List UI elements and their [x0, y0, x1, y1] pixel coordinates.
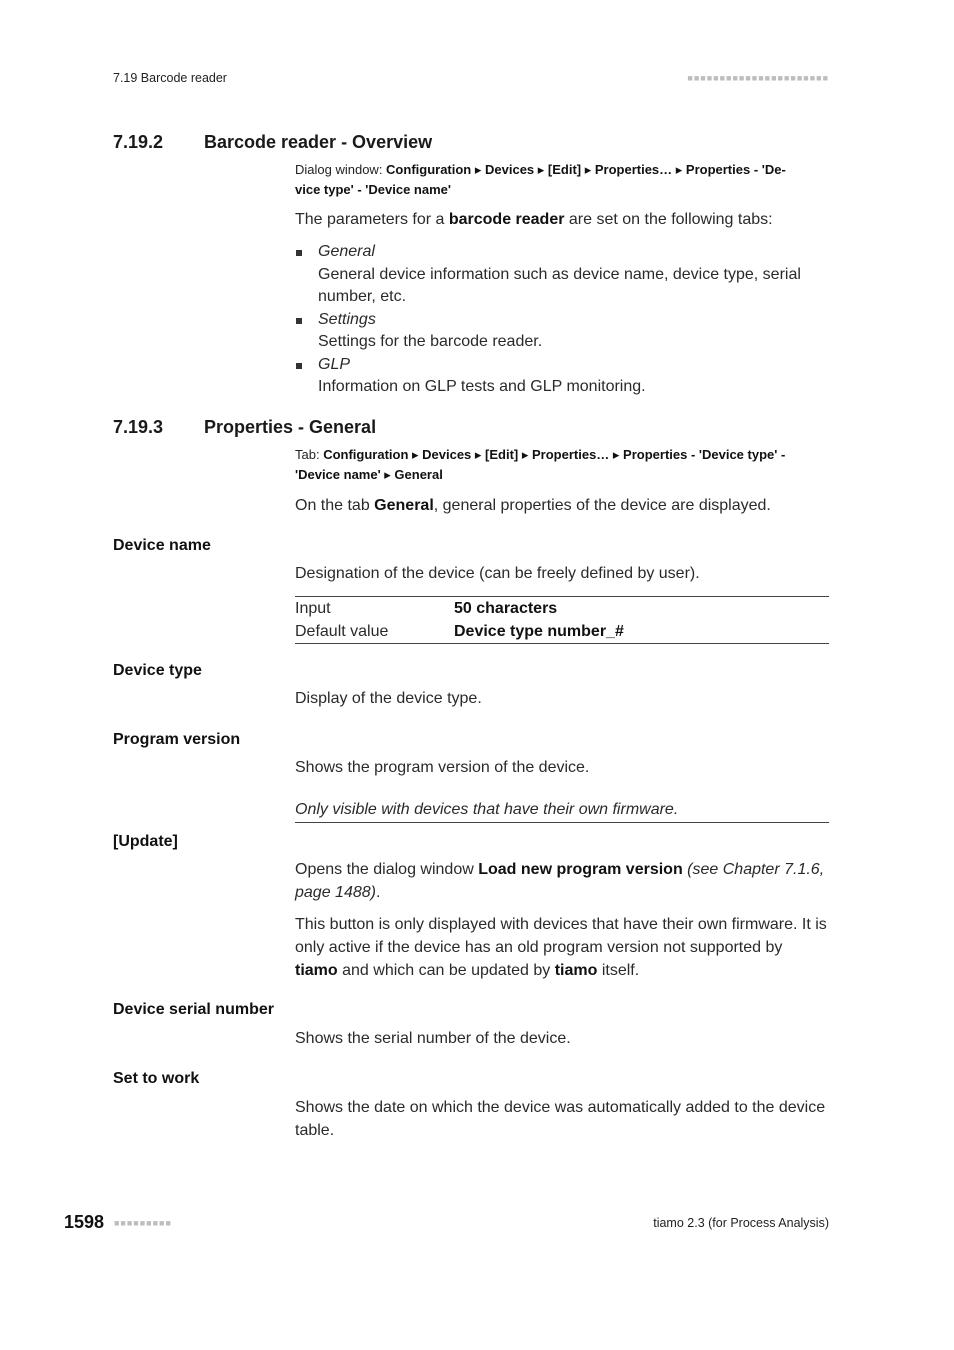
param-label-device-name: Device name: [113, 537, 211, 554]
tab-name: Settings: [318, 310, 376, 328]
table-row: [295, 597, 829, 621]
param-desc-serial-number: Shows the serial number of the device.: [295, 1030, 571, 1047]
table-key: Default value: [295, 622, 389, 640]
path-line-1: Configuration ▸ Devices ▸ [Edit] ▸ Properties… ▸ Properties - 'Device type' -: [323, 447, 786, 462]
param-label-serial-number: Device serial number: [113, 1001, 274, 1018]
update-dialog-name: Load new program version: [478, 861, 683, 878]
tab-desc: Settings for the barcode reader.: [318, 333, 543, 350]
general-intro: [295, 494, 829, 517]
path-prefix: Dialog window:: [295, 162, 387, 177]
intro-text-end: are set on the following tabs:: [564, 211, 773, 228]
list-item: [295, 354, 829, 399]
bullet-square-icon: [296, 363, 302, 369]
param-desc-set-to-work: Shows the date on which the device was automatically added to the device table.: [295, 1099, 826, 1139]
tab-desc: Information on GLP tests and GLP monitoring.: [318, 378, 646, 395]
section-number: 7.19.2: [113, 132, 164, 152]
tab-path: [295, 445, 829, 485]
tab-desc: General device information such as device name, device type, serial number, etc.: [318, 265, 801, 305]
update-text: Opens the dialog window: [295, 861, 479, 878]
path-prefix: Tab:: [295, 447, 324, 462]
firmware-note: Only visible with devices that have their own firmware.: [295, 801, 679, 818]
tab-list: [295, 241, 829, 399]
bullet-square-icon: [296, 318, 302, 324]
footer-dots-decoration: ■■■■■■■■■: [114, 1218, 172, 1228]
param-label-device-type: Device type: [113, 662, 202, 679]
param-label-update: [Update]: [113, 833, 178, 850]
intro-text: The parameters for a: [295, 211, 449, 228]
path-line-2: vice type' - 'Device name': [295, 182, 451, 197]
table-key: Input: [295, 599, 331, 617]
update-availability-note: [295, 913, 829, 982]
dialog-path: [295, 160, 829, 200]
path-line-2: 'Device name' ▸ General: [295, 467, 443, 482]
param-desc-device-name: Designation of the device (can be freely defined by user).: [295, 565, 700, 582]
chapter-reference-link[interactable]: (see Chapter 7.1.6, page 1488): [295, 861, 825, 901]
intro-text: On the tab: [295, 497, 375, 514]
section-title: Barcode reader - Overview: [204, 132, 433, 152]
note-text: and which can be updated by: [337, 962, 555, 979]
tab-name: GLP: [318, 355, 351, 373]
intro-text-end: , general properties of the device are displayed.: [433, 497, 771, 514]
note-text: This button is only displayed with devices that have their own firmware. It is only active if the device has an old program version not supported by: [295, 916, 827, 956]
table-value: 50 characters: [454, 599, 558, 617]
table-row: [295, 620, 829, 644]
param-label-program-version: Program version: [113, 731, 241, 748]
section-number: 7.19.3: [113, 417, 164, 437]
footer-title: tiamo 2.3 (for Process Analysis): [653, 1216, 829, 1230]
intro-bold: barcode reader: [448, 211, 565, 228]
overview-intro: [295, 208, 829, 231]
section-heading-overview: [113, 132, 432, 153]
note-divider: [295, 822, 829, 823]
path-line-1: Configuration ▸ Devices ▸ [Edit] ▸ Properties… ▸ Properties - 'De-: [386, 162, 786, 177]
param-desc-update: [295, 858, 829, 904]
page-number: 1598: [64, 1212, 105, 1232]
running-head: 7.19 Barcode reader: [113, 71, 227, 85]
bullet-square-icon: [296, 250, 302, 256]
section-heading-general: [113, 417, 376, 438]
section-title: Properties - General: [204, 417, 377, 437]
table-value: Device type number_#: [454, 622, 624, 640]
list-item: [295, 309, 829, 354]
param-desc-device-type: Display of the device type.: [295, 690, 482, 707]
tab-name: General: [318, 243, 375, 260]
param-label-set-to-work: Set to work: [113, 1070, 200, 1087]
intro-bold: General: [374, 497, 434, 514]
param-desc-program-version: Shows the program version of the device.: [295, 759, 590, 776]
list-item: [295, 241, 829, 309]
product-name: tiamo: [554, 962, 598, 979]
header-dots-decoration: ■■■■■■■■■■■■■■■■■■■■■■: [687, 73, 829, 83]
device-name-table: [295, 596, 829, 644]
note-text: itself.: [597, 962, 640, 979]
product-name: tiamo: [295, 962, 338, 979]
update-text-end: .: [375, 884, 381, 901]
